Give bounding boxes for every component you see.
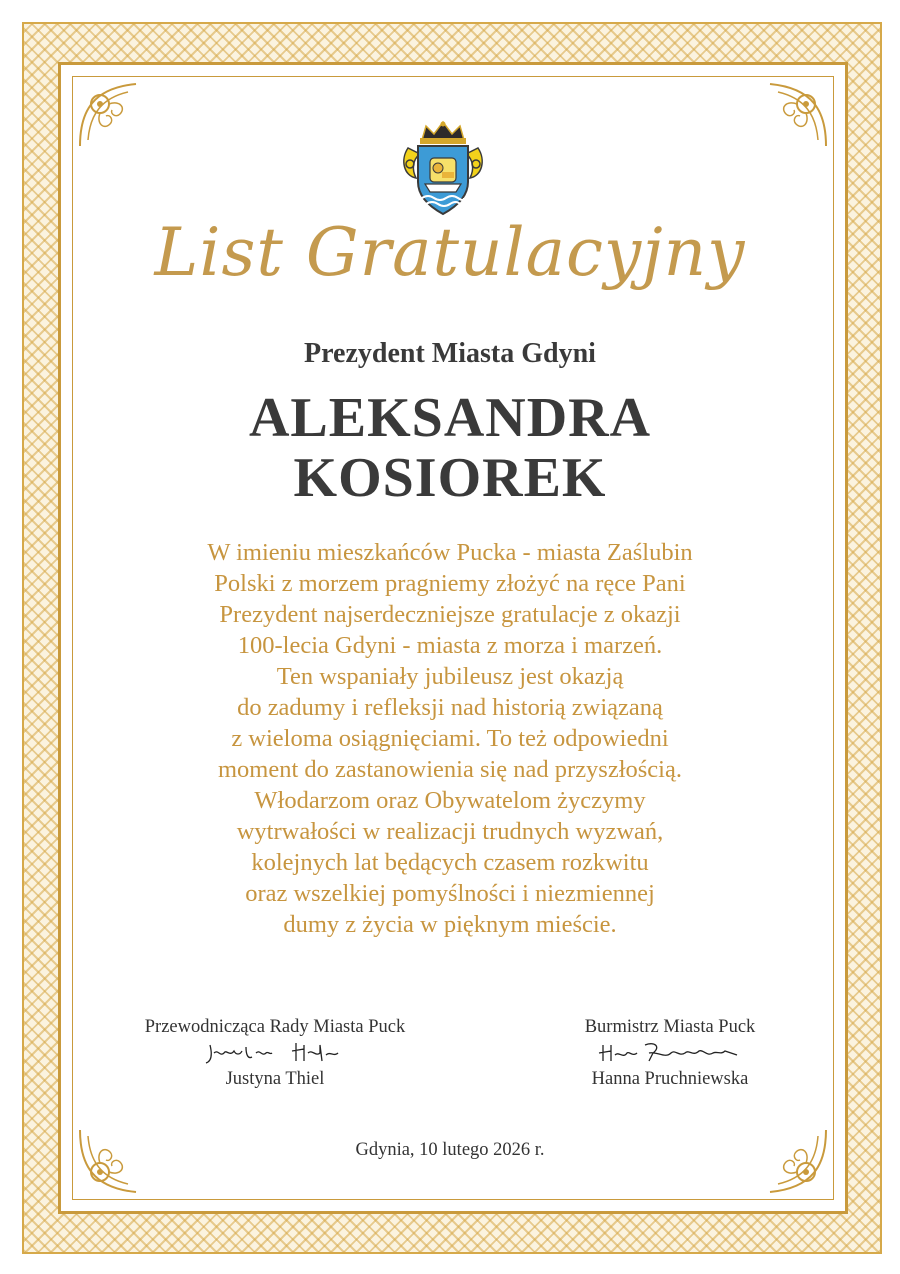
issuer-title: Prezydent Miasta Gdyni <box>304 338 596 369</box>
puck-coat-of-arms-icon <box>398 118 488 218</box>
corner-ornament-icon <box>760 1126 830 1196</box>
message-line: kolejnych lat będących czasem rozkwitu <box>251 849 649 876</box>
signature-block-right <box>540 1015 800 1091</box>
signatory-name: Hanna Pruchniewska <box>591 1069 749 1089</box>
congratulation-message <box>110 537 790 940</box>
message-line: W imieniu mieszkańców Pucka - miasta Zaślubin <box>207 539 693 566</box>
message-line: oraz wszelkiej pomyślności i niezmiennej <box>245 880 655 907</box>
signature-block-left <box>110 1015 440 1091</box>
message-line: Włodarzom oraz Obywatelom życzymy <box>254 787 646 814</box>
handwritten-signature-icon <box>595 1039 745 1067</box>
message-line: moment do zastanowienia się nad przyszłością. <box>218 756 682 783</box>
recipient-name <box>80 388 820 508</box>
message-line: do zadumy i refleksji nad historią związaną <box>237 694 663 721</box>
corner-ornament-icon <box>760 80 830 150</box>
message-line: z wieloma osiągnięciami. To też odpowiedni <box>231 725 669 752</box>
signatory-role: Burmistrz Miasta Puck <box>584 1017 756 1037</box>
message-line: 100-lecia Gdyni - miasta z morza i marzeń. <box>237 632 663 659</box>
message-line: Polski z morzem pragniemy złożyć na ręce Pani <box>214 570 686 597</box>
document-title: List Gratulacyjny <box>154 214 746 291</box>
message-line: dumy z życia w pięknym mieście. <box>283 911 617 938</box>
signatory-role: Przewodnicząca Rady Miasta Puck <box>144 1017 406 1037</box>
message-line: Ten wspaniały jubileusz jest okazją <box>276 663 624 690</box>
message-line: wytrwałości w realizacji trudnych wyzwań, <box>236 818 664 845</box>
corner-ornament-icon <box>76 1126 146 1196</box>
corner-ornament-icon <box>76 80 146 150</box>
place-and-date: Gdynia, 10 lutego 2026 r. <box>355 1140 545 1160</box>
signatory-name: Justyna Thiel <box>225 1069 325 1089</box>
handwritten-signature-icon <box>200 1039 350 1067</box>
message-line: Prezydent najserdeczniejsze gratulacje z okazji <box>219 601 681 628</box>
recipient-first-name: ALEKSANDRA <box>248 387 652 449</box>
recipient-last-name: KOSIOREK <box>293 447 607 509</box>
